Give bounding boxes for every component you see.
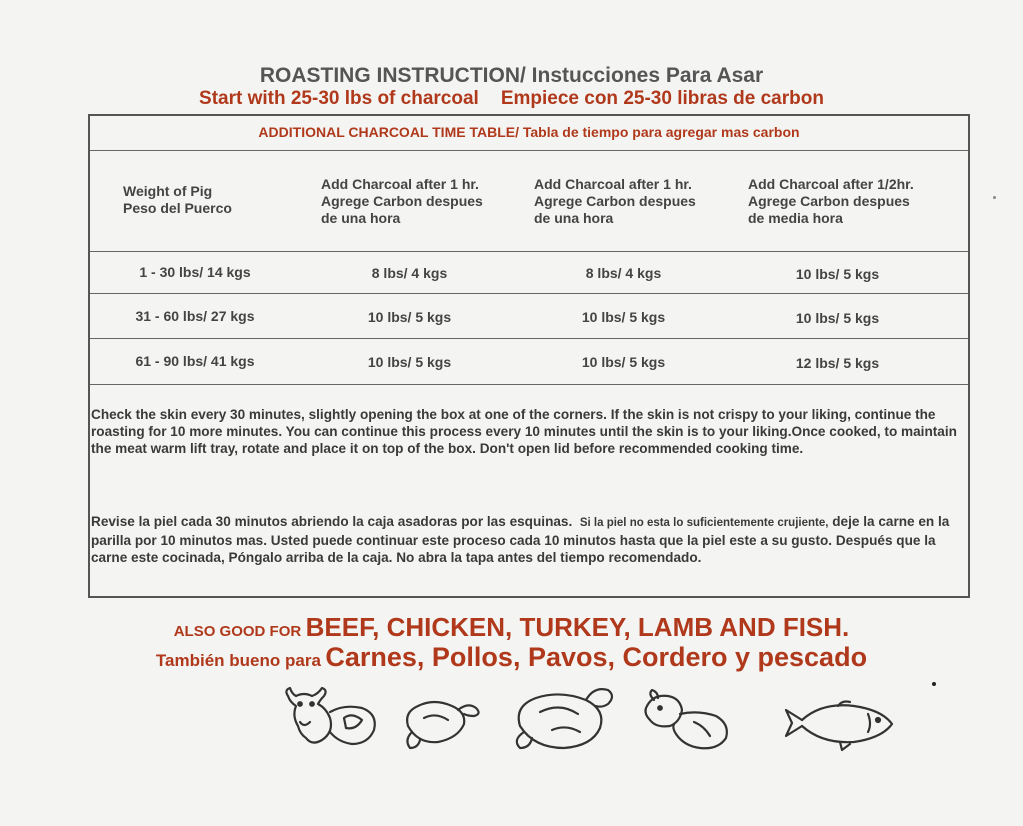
table-cell: 8 lbs/ 4 kgs [585, 265, 662, 281]
table-title: ADDITIONAL CHARCOAL TIME TABLE/ Tabla de tiempo para agregar mas carbon [258, 124, 800, 140]
also-good-for-english [0, 612, 1023, 643]
tambien-label: También bueno para [155, 651, 321, 670]
speck [993, 196, 996, 199]
meat-icons [282, 682, 922, 752]
column-header-1hr-a: Add Charcoal after 1 hr. Agrege Carbon despues de una hora [321, 176, 483, 226]
english-instructions: Check the skin every 30 minutes, slightly opening the box at one of the corners. If the skin is not crispy to your liking, continue the roasting for 10 more minutes. You can continue this process every 10 minutes until the skin is to your liking.Once cooked, to maintain the meat warm lift tray, rotate and place it on top of the box. Don't open lid before recommended cooking time. [91, 407, 957, 456]
column-header-half-hr: Add Charcoal after 1/2hr. Agrege Carbon despues de media hora [748, 176, 914, 226]
subtitle-english: Start with 25-30 lbs of charcoal [199, 88, 479, 109]
divider [90, 384, 968, 385]
lamb-icon [646, 690, 727, 748]
divider [90, 150, 968, 151]
turkey-icon [517, 689, 612, 748]
page-title: ROASTING INSTRUCTION/ Instucciones Para Asar [259, 64, 764, 87]
column-header-weight: Weight of Pig Peso del Puerco [123, 183, 232, 216]
subtitle-spanish: Empiece con 25-30 libras de carbon [500, 88, 824, 109]
also-good-for-list: BEEF, CHICKEN, TURKEY, LAMB AND FISH. [305, 612, 850, 642]
column-header-1hr-b: Add Charcoal after 1 hr. Agrege Carbon despues de una hora [534, 176, 696, 226]
table-cell: 10 lbs/ 5 kgs [367, 309, 452, 325]
divider [90, 338, 968, 339]
table-cell: 10 lbs/ 5 kgs [795, 266, 880, 282]
speck [932, 682, 936, 686]
also-good-for-spanish [0, 642, 1023, 673]
charcoal-time-table [88, 114, 970, 598]
chicken-icon [407, 702, 478, 748]
table-cell: 10 lbs/ 5 kgs [581, 354, 666, 370]
fish-icon [786, 702, 892, 751]
divider [90, 251, 968, 252]
table-cell: 1 - 30 lbs/ 14 kgs [139, 264, 251, 280]
cow-icon [286, 688, 374, 744]
divider [90, 293, 968, 294]
table-cell: 10 lbs/ 5 kgs [367, 354, 452, 370]
page-subtitle [0, 88, 1023, 110]
spanish-instructions: Revise la piel cada 30 minutos abriendo la caja asadoras por las esquinas. Si la piel no esta lo suficientemente crujiente, deje la carne en la parilla por 10 minutos mas. Usted puede continuar este proceso cada 10 minutos hasta que la piel este a su gusto. Después que la carne este cocinada, Póngalo arriba de la caja. No abra la tapa antes del tiempo recomendado. [91, 514, 950, 565]
table-cell: 8 lbs/ 4 kgs [371, 265, 448, 281]
table-cell: 31 - 60 lbs/ 27 kgs [135, 308, 255, 324]
tambien-list: Carnes, Pollos, Pavos, Cordero y pescado [325, 642, 868, 672]
table-cell: 10 lbs/ 5 kgs [795, 310, 880, 326]
also-good-for-label: ALSO GOOD FOR [173, 623, 302, 640]
table-cell: 12 lbs/ 5 kgs [795, 355, 880, 371]
table-cell: 61 - 90 lbs/ 41 kgs [135, 353, 255, 369]
table-cell: 10 lbs/ 5 kgs [581, 309, 666, 325]
